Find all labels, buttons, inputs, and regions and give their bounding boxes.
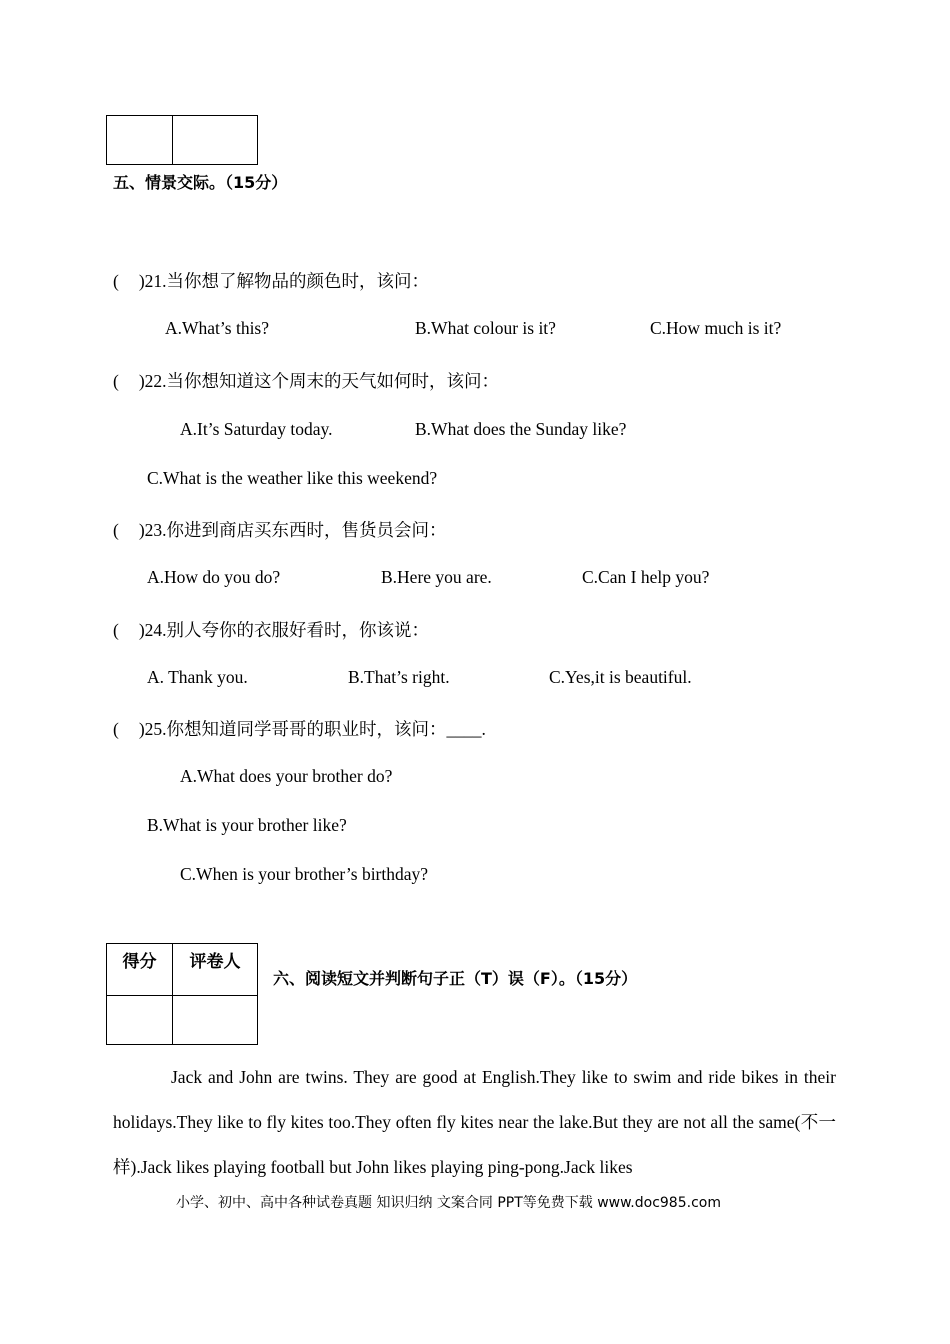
option-22a: A.It’s Saturday today.	[180, 419, 333, 439]
question-text: 22.当你想知道这个周末的天气如何时，该问：	[144, 371, 500, 391]
option-25b: B.What is your brother like?	[147, 815, 347, 835]
reading-passage: Jack and John are twins. They are good at English.They like to swim and ride bikes in their holidays.They like to fly kites too.They often fly kites near the lake.But they are not all the same(不一样).Jack likes playing football but John likes playing ping-pong.Jack likes	[113, 1067, 836, 1177]
section6-heading: 六、阅读短文并判断句子正（T）误（F）。（15分）	[273, 969, 638, 988]
top-grader-cell	[173, 116, 258, 165]
score-table	[106, 943, 258, 1045]
answer-paren-open: (	[113, 520, 119, 540]
answer-paren-close: )	[138, 520, 145, 540]
option-25a: A.What does your brother do?	[180, 766, 393, 786]
question-text: 25.你想知道同学哥哥的职业时，该问：____.	[144, 719, 486, 739]
answer-paren-close: )	[138, 371, 145, 391]
question-25	[113, 716, 486, 741]
answer-paren-close: )	[138, 719, 145, 739]
option-21c: C.How much is it?	[650, 318, 782, 338]
option-24b: B.That’s right.	[348, 667, 450, 687]
question-text: 21.当你想了解物品的颜色时，该问：	[144, 271, 430, 291]
score-label: 得分	[107, 944, 173, 996]
question-22	[113, 368, 499, 393]
answer-paren-open: (	[113, 620, 119, 640]
footer-text: 小学、初中、高中各种试卷真题 知识归纳 文案合同 PPT等免费下载 www.doc985.com	[176, 1192, 721, 1212]
answer-paren-open: (	[113, 719, 119, 739]
score-cell[interactable]	[107, 996, 173, 1045]
answer-paren-open: (	[113, 271, 119, 291]
top-score-table	[106, 115, 258, 165]
option-21b: B.What colour is it?	[415, 318, 556, 338]
option-23b: B.Here you are.	[381, 567, 492, 587]
question-21	[113, 268, 429, 293]
question-23	[113, 517, 447, 542]
option-22c: C.What is the weather like this weekend?	[147, 468, 438, 488]
question-text: 23.你进到商店买东西时，售货员会问：	[144, 520, 447, 540]
option-23a: A.How do you do?	[147, 567, 281, 587]
option-24a: A. Thank you.	[147, 667, 248, 687]
option-22b: B.What does the Sunday like?	[415, 419, 627, 439]
grader-label: 评卷人	[173, 944, 258, 996]
grader-cell[interactable]	[173, 996, 258, 1045]
answer-paren-open: (	[113, 371, 119, 391]
option-21a: A.What’s this?	[165, 318, 270, 338]
option-24c: C.Yes,it is beautiful.	[549, 667, 692, 687]
question-24	[113, 617, 429, 642]
answer-paren-close: )	[138, 620, 145, 640]
section5-heading: 五、情景交际。（15分）	[113, 173, 288, 192]
option-25c: C.When is your brother’s birthday?	[180, 864, 429, 884]
question-text: 24.别人夸你的衣服好看时，你该说：	[144, 620, 430, 640]
option-23c: C.Can I help you?	[582, 567, 710, 587]
top-score-cell	[107, 116, 173, 165]
answer-paren-close: )	[138, 271, 145, 291]
